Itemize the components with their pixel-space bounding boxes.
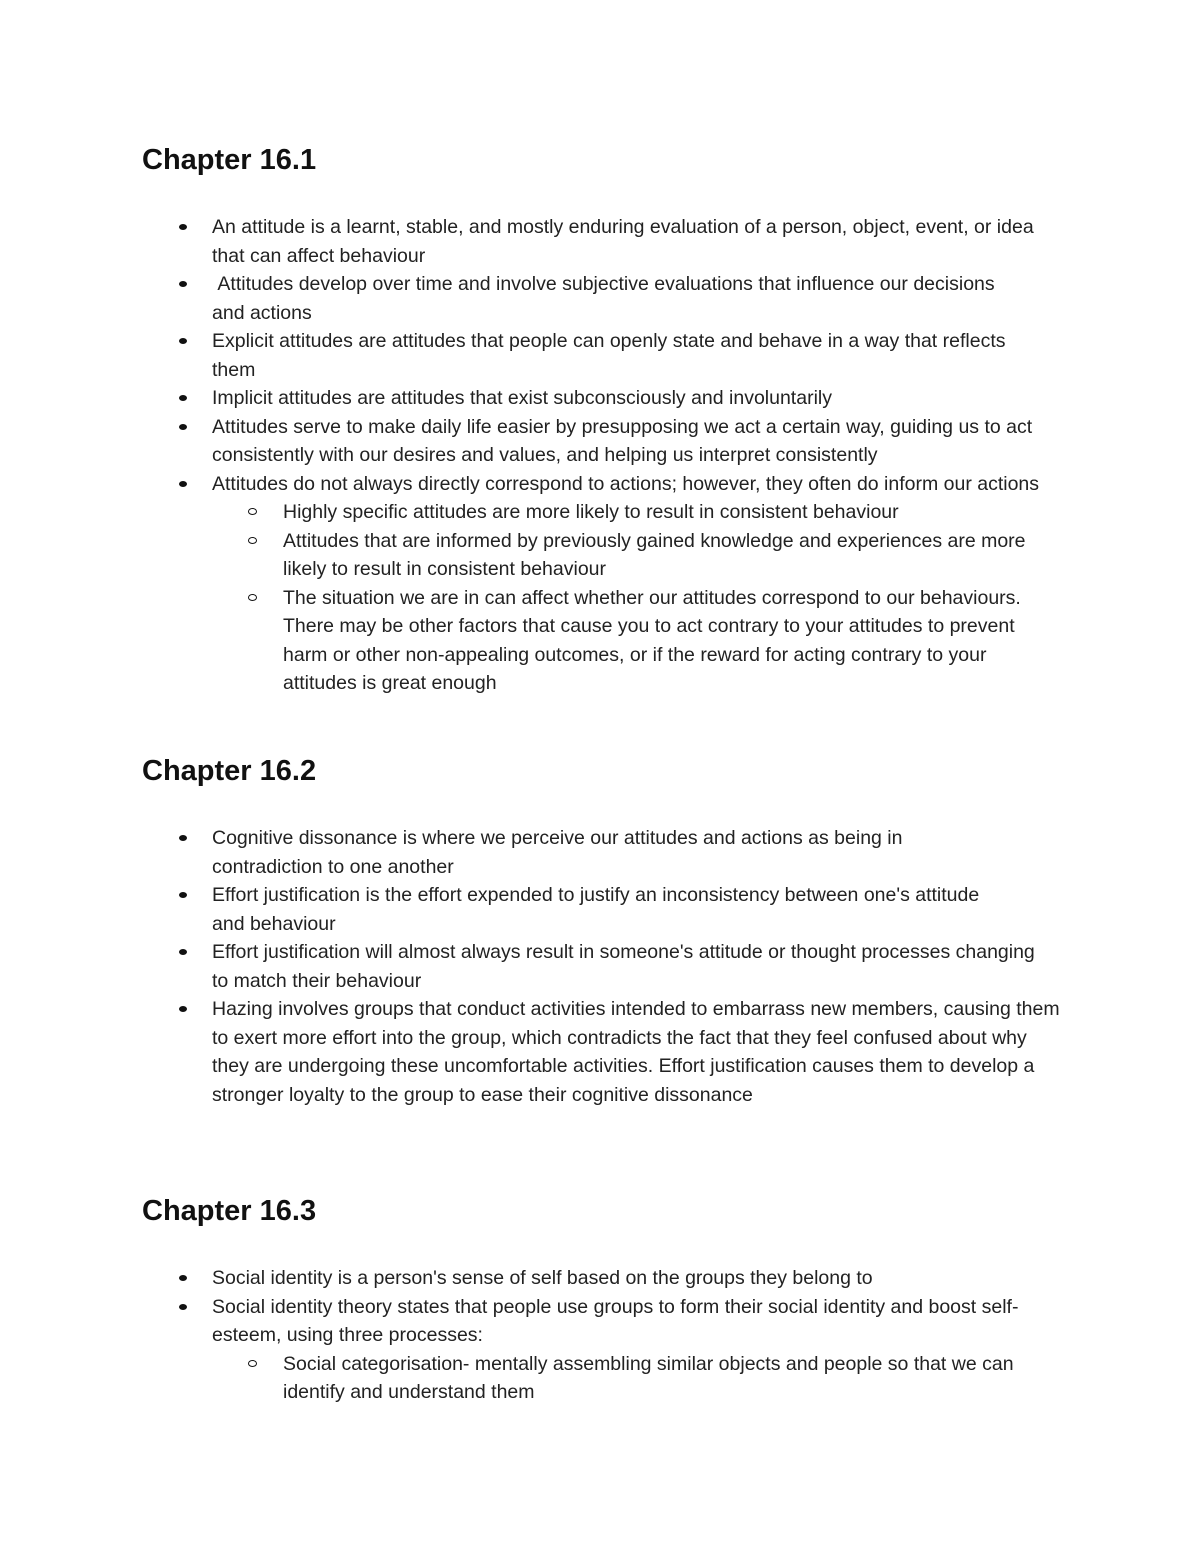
bullet-icon [179, 892, 187, 898]
chapter-heading: Chapter 16.1 [142, 144, 317, 176]
bullet-icon [179, 424, 187, 430]
bullet-list [142, 824, 1072, 1109]
list-item [142, 995, 1072, 1109]
hollow-bullet-icon [248, 508, 257, 515]
bullet-icon [179, 1275, 187, 1281]
list-item-text: Explicit attitudes are attitudes that people can openly state and behave in a way that reflects them [212, 330, 1006, 381]
chapter-section-16-2 [142, 754, 1072, 1109]
list-item-text: Attitudes serve to make daily life easier by presupposing we act a certain way, guiding us to act consistently with our desires and values, and helping us interpret consistently [212, 415, 1033, 466]
sub-list-item-text: Attitudes that are informed by previously gained knowledge and experiences are more likely to result in consistent behaviour [283, 529, 1026, 580]
chapter-heading: Chapter 16.3 [142, 1195, 317, 1227]
list-item [142, 270, 1072, 327]
bullet-list [142, 213, 1072, 698]
bullet-icon [179, 281, 187, 287]
bullet-icon [179, 835, 187, 841]
list-item-text: Implicit attitudes are attitudes that exist subconsciously and involuntarily [212, 387, 832, 409]
list-item-text: Hazing involves groups that conduct activities intended to embarrass new members, causing them to exert more effort into the group, which contradicts the fact that they feel confused about why they are undergoing these uncomfortable activities. Effort justification causes them to develop a stronger loyalty to the group to ease their cognitive dissonance [212, 998, 1060, 1106]
list-item [142, 213, 1072, 270]
sub-bullet-list [141, 498, 1072, 698]
bullet-icon [179, 224, 187, 230]
list-item [142, 881, 1072, 938]
bullet-icon [179, 1006, 187, 1012]
bullet-icon [179, 481, 187, 487]
list-item-text: An attitude is a learnt, stable, and mostly enduring evaluation of a person, object, event, or idea that can affect behaviour [212, 216, 1034, 267]
list-item-text: Attitudes develop over time and involve subjective evaluations that influence our decisions and actions [212, 273, 1001, 324]
sub-list-item-text: Highly specific attitudes are more likely to result in consistent behaviour [283, 501, 899, 523]
list-item [142, 1264, 1072, 1293]
list-item-text: Social identity is a person's sense of self based on the groups they belong to [212, 1267, 873, 1289]
list-item-text: Effort justification will almost always result in someone's attitude or thought processes changing to match their behaviour [212, 941, 1035, 992]
list-item-text: Attitudes do not always directly correspond to actions; however, they often do inform our actions [212, 472, 1040, 495]
list-item [142, 384, 1072, 413]
chapter-section-16-1 [142, 143, 1072, 698]
hollow-bullet-icon [248, 1360, 257, 1367]
bullet-icon [179, 1304, 187, 1310]
sub-list-item-text: Social categorisation- mentally assembling similar objects and people so that we can identify and understand them [283, 1352, 1014, 1403]
list-item-text: Cognitive dissonance is where we perceive our attitudes and actions as being in contradiction to one another [212, 827, 903, 878]
bullet-icon [179, 338, 187, 344]
list-item [142, 470, 1072, 698]
list-item [142, 327, 1072, 384]
chapter-section-16-3 [142, 1194, 1072, 1407]
list-item [142, 413, 1072, 470]
bullet-list [142, 1264, 1072, 1407]
sub-list-item [212, 584, 1072, 698]
list-item [142, 824, 1072, 881]
list-item-text: Social identity theory states that people use groups to form their social identity and boost self-esteem, using three processes: [212, 1295, 1019, 1346]
chapter-heading: Chapter 16.2 [142, 755, 317, 787]
bullet-icon [179, 395, 187, 401]
sub-bullet-list [141, 1350, 1072, 1407]
sub-list-item [212, 498, 1072, 527]
sub-list-item-text: The situation we are in can affect whether our attitudes correspond to our behaviours. There may be other factors that cause you to act contrary to your attitudes to prevent harm or other non-appealing outcomes, or if the reward for acting contrary to your attitudes is great enough [283, 586, 1021, 694]
list-item [142, 938, 1072, 995]
hollow-bullet-icon [248, 594, 257, 601]
list-item [142, 1293, 1072, 1407]
sub-list-item [212, 1350, 1072, 1407]
bullet-icon [179, 949, 187, 955]
hollow-bullet-icon [248, 537, 257, 544]
sub-list-item [212, 527, 1072, 584]
list-item-text: Effort justification is the effort expended to justify an inconsistency between one's attitude and behaviour [212, 884, 980, 935]
